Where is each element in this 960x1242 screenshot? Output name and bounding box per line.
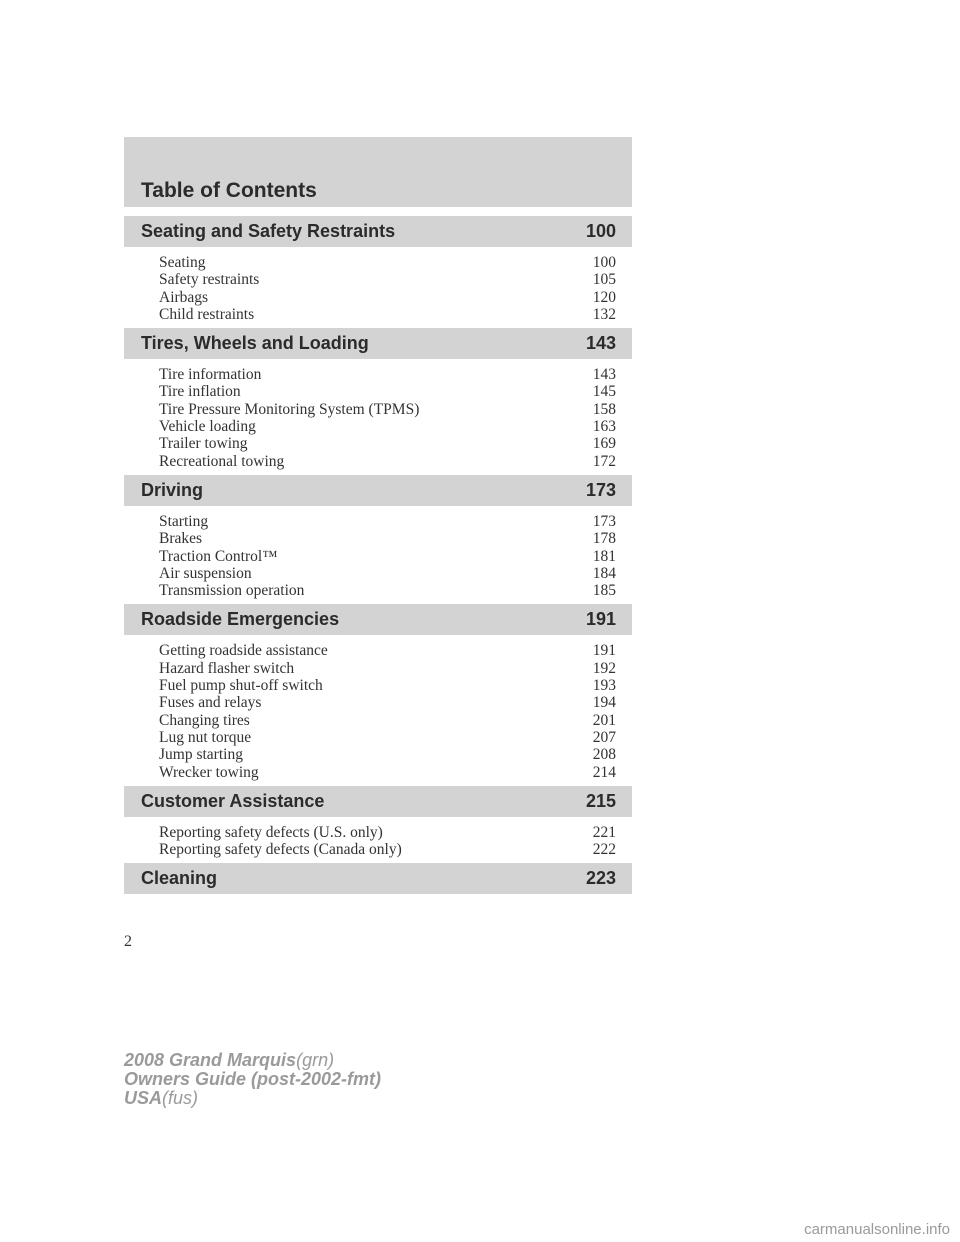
entry-label: Trailer towing: [159, 435, 248, 453]
toc-entry[interactable]: [159, 366, 616, 383]
entry-page: 193: [592, 677, 616, 695]
entry-page: 105: [592, 271, 616, 289]
entry-page: 184: [592, 564, 616, 582]
section-entries: [124, 359, 632, 475]
toc-entry[interactable]: [159, 642, 616, 659]
section-header[interactable]: [124, 786, 632, 817]
section-page: 143: [585, 333, 616, 354]
toc-entry[interactable]: [159, 660, 616, 677]
entry-page: 143: [592, 366, 616, 384]
entry-label: Jump starting: [159, 746, 243, 764]
entry-label: Tire information: [159, 366, 262, 384]
table-of-contents: [124, 216, 632, 902]
entry-page: 169: [592, 435, 616, 453]
section-entries: [124, 247, 632, 328]
section-title: Driving: [141, 479, 204, 500]
entry-label: Lug nut torque: [159, 728, 252, 746]
section-entries: [124, 635, 632, 785]
entry-page: 132: [592, 305, 616, 323]
toc-entry[interactable]: [159, 712, 616, 729]
footer-market-code: (fus): [162, 1088, 199, 1108]
entry-label: Fuel pump shut-off switch: [159, 677, 323, 695]
entry-label: Reporting safety defects (U.S. only): [159, 823, 383, 841]
entry-page: 191: [592, 642, 616, 660]
section-page: 223: [585, 868, 616, 889]
section-page: 215: [585, 790, 616, 811]
entry-label: Wrecker towing: [159, 763, 259, 781]
toc-entry[interactable]: [159, 306, 616, 323]
toc-entry[interactable]: [159, 841, 616, 858]
section-page: 191: [585, 609, 616, 630]
footer-model-code: (grn): [296, 1050, 335, 1070]
entry-page: 222: [592, 841, 616, 859]
toc-entry[interactable]: [159, 513, 616, 530]
section-header[interactable]: [124, 216, 632, 247]
toc-entry[interactable]: [159, 582, 616, 599]
entry-page: 120: [592, 288, 616, 306]
toc-entry[interactable]: [159, 729, 616, 746]
entry-page: 221: [592, 823, 616, 841]
section-entries: [124, 817, 632, 864]
toc-entry[interactable]: [159, 271, 616, 288]
entry-page: 173: [592, 512, 616, 530]
toc-entry[interactable]: [159, 824, 616, 841]
toc-entry[interactable]: [159, 383, 616, 400]
entry-label: Child restraints: [159, 305, 255, 323]
section-title: Customer Assistance: [141, 790, 325, 811]
section-title: Tires, Wheels and Loading: [141, 333, 369, 354]
toc-entry[interactable]: [159, 548, 616, 565]
footer-guide: Owners Guide (post-2002-fmt): [124, 1069, 382, 1089]
entry-label: Traction Control™: [159, 547, 278, 565]
entry-label: Fuses and relays: [159, 694, 262, 712]
entry-page: 172: [592, 452, 616, 470]
entry-page: 185: [592, 582, 616, 600]
page-title: Table of Contents: [141, 179, 317, 202]
entry-page: 192: [592, 659, 616, 677]
section-title: Roadside Emergencies: [141, 609, 340, 630]
entry-label: Starting: [159, 512, 209, 530]
section-header[interactable]: [124, 863, 632, 894]
toc-entry[interactable]: [159, 677, 616, 694]
section-header[interactable]: [124, 328, 632, 359]
section-entries: [124, 506, 632, 604]
toc-entry[interactable]: [159, 764, 616, 781]
toc-entry[interactable]: [159, 565, 616, 582]
entry-label: Tire Pressure Monitoring System (TPMS): [159, 400, 420, 418]
entry-label: Hazard flasher switch: [159, 659, 295, 677]
entry-label: Getting roadside assistance: [159, 642, 328, 660]
entry-page: 181: [592, 547, 616, 565]
entry-page: 145: [592, 383, 616, 401]
toc-entry[interactable]: [159, 401, 616, 418]
entry-label: Air suspension: [159, 564, 252, 582]
entry-page: 207: [592, 728, 616, 746]
entry-label: Vehicle loading: [159, 418, 256, 436]
entry-page: 201: [592, 711, 616, 729]
section-header[interactable]: [124, 604, 632, 635]
entry-label: Reporting safety defects (Canada only): [159, 841, 402, 859]
entry-label: Recreational towing: [159, 452, 285, 470]
document-footer: [124, 1051, 381, 1108]
entry-label: Seating: [159, 254, 206, 271]
footer-market: USA: [124, 1088, 163, 1108]
toc-header: [124, 137, 632, 207]
entry-page: 100: [592, 254, 616, 271]
section-page: 100: [585, 221, 616, 241]
entry-page: 163: [592, 418, 616, 436]
section-title: Seating and Safety Restraints: [141, 221, 396, 241]
section-page: 173: [585, 479, 616, 500]
entry-page: 178: [592, 530, 616, 548]
watermark: carmanualsonline.info: [804, 1221, 950, 1238]
entry-page: 214: [592, 763, 616, 781]
footer-model: 2008 Grand Marquis: [124, 1050, 297, 1070]
toc-entry[interactable]: [159, 418, 616, 435]
entry-label: Transmission operation: [159, 582, 305, 600]
entry-label: Brakes: [159, 530, 203, 548]
toc-entry[interactable]: [159, 746, 616, 763]
entry-page: 194: [592, 694, 616, 712]
entry-page: 208: [592, 746, 616, 764]
page-number: 2: [124, 933, 132, 950]
toc-entry[interactable]: [159, 289, 616, 306]
toc-entry[interactable]: [159, 530, 616, 547]
toc-entry[interactable]: [159, 254, 616, 271]
toc-entry[interactable]: [159, 435, 616, 452]
entry-label: Safety restraints: [159, 271, 260, 289]
toc-entry[interactable]: [159, 453, 616, 470]
toc-entry[interactable]: [159, 694, 616, 711]
entry-page: 158: [592, 400, 616, 418]
entry-label: Airbags: [159, 288, 209, 306]
section-header[interactable]: [124, 475, 632, 506]
section-title: Cleaning: [141, 868, 218, 889]
entry-label: Tire inflation: [159, 383, 241, 401]
entry-label: Changing tires: [159, 711, 250, 729]
